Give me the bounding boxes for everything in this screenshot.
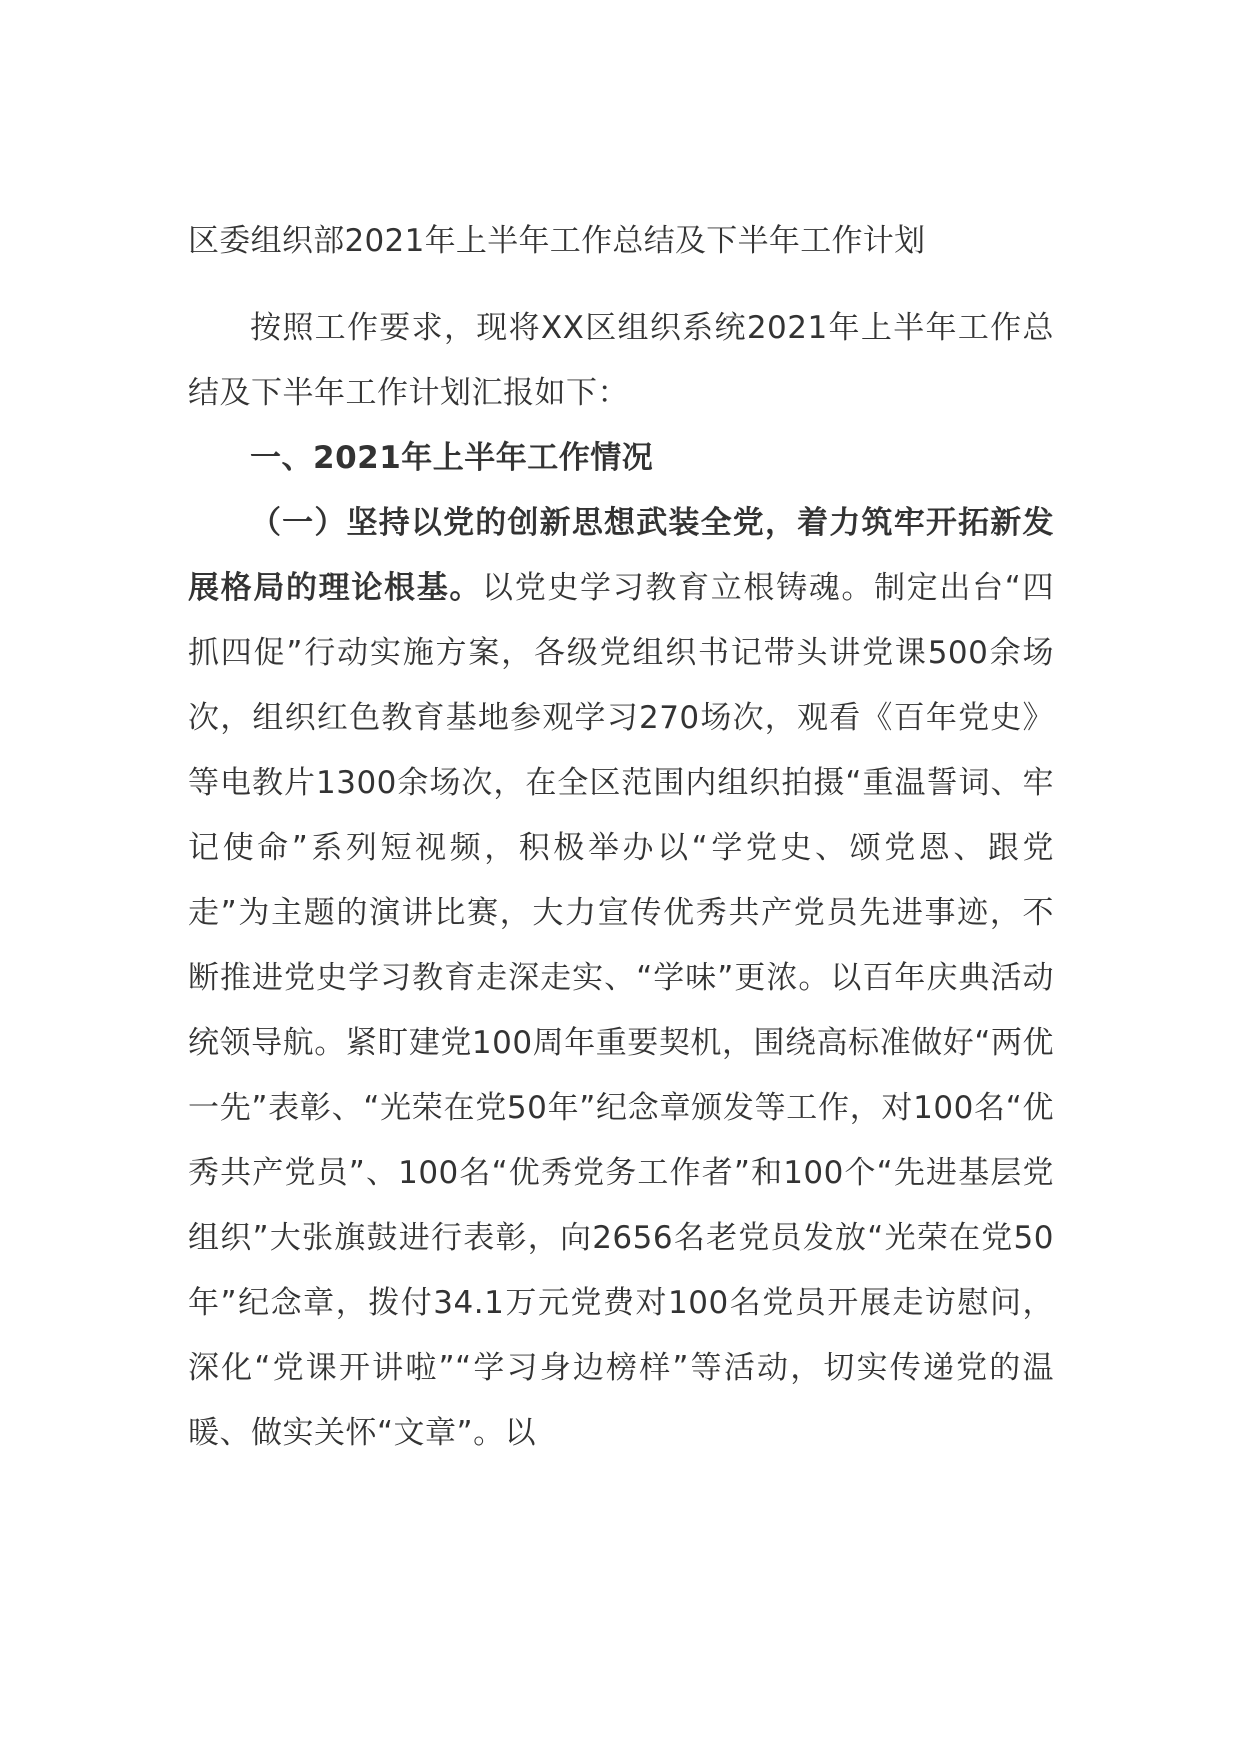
document-title: 区委组织部2021年上半年工作总结及下半年工作计划 xyxy=(188,223,926,259)
section-heading: 一、2021年上半年工作情况 xyxy=(250,440,654,476)
paragraph-text: 以党史学习教育立根铸魂。制定出台“四抓四促”行动实施方案，各级党组织书记带头讲党课500余场次，组织红色教育基地参观学习270场次，观看《百年党史》等电教片1300余场次，在全区范围内组织拍摄“重温誓词、牢记使命”系列短视频，积极举办以“学党史、颂党恩、跟党走”为主题的演讲比赛，大力宣传优秀共产党员先进事迹，不断推进党史学习教育走深走实、“学味”更浓。以百年庆典活动统领导航。紧盯建党100周年重要契机，围绕高标准做好“两优一先”表彰、“光荣在党50年”纪念章颁发等工作，对100名“优秀共产党员”、100名“优秀党务工作者”和100个“先进基层党组织”大张旗鼓进行表彰，向2656名老党员发放“光荣在党50年”纪念章，拨付34.1万元党费对100名党员开展走访慰问，深化“党课开讲啦”“学习身边榜样”等活动，切实传递党的温暖、做实关怀“文章”。以 xyxy=(188,570,1055,1451)
document-body xyxy=(188,296,1054,1466)
body-paragraph xyxy=(188,491,1054,1466)
document-page xyxy=(188,0,1054,1754)
paragraph-lead: （一）坚持以党的创新思想武装全党，着力筑牢开拓新发展格局的理论根基。 xyxy=(188,505,1054,606)
intro-paragraph: 按照工作要求，现将XX区组织系统2021年上半年工作总结及下半年工作计划汇报如下： xyxy=(188,310,1054,411)
